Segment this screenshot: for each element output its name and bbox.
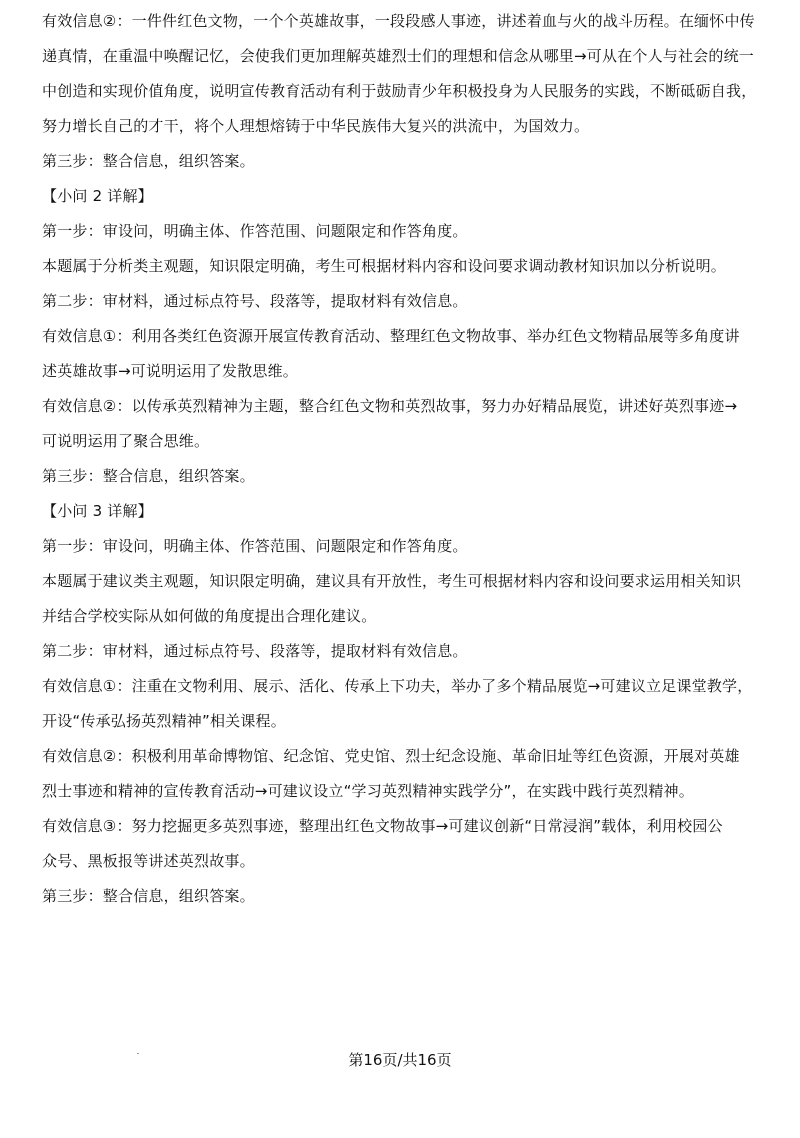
page-number: 第16页/共16页 xyxy=(348,1051,452,1069)
text-line: 有效信息②：一件件红色文物，一个个英雄故事，一段段感人事迹，讲述着血与火的战斗历程。在缅怀中传 xyxy=(42,12,755,30)
text-line: 递真情，在重温中唤醒记忆，会使我们更加理解英雄烈士们的理想和信念从哪里→可从在个人与社会的统一 xyxy=(42,47,754,65)
step-heading: 第一步：审设问，明确主体、作答范围、问题限定和作答角度。 xyxy=(42,222,468,240)
text-line: 有效信息①：注重在文物利用、展示、活化、传承上下功夫，举办了多个精品展览→可建议立足课堂教学， xyxy=(42,677,753,695)
text-line: 开设“传承弘扬英烈精神”相关课程。 xyxy=(42,712,286,730)
text-line: 烈士事迹和精神的宣传教育活动→可建议设立“学习英烈精神实践学分”，在实践中践行英烈精神。 xyxy=(42,782,694,800)
step-heading: 第二步：审材料，通过标点符号、段落等，提取材料有效信息。 xyxy=(42,292,468,310)
text-line: 本题属于建议类主观题，知识限定明确，建议具有开放性，考生可根据材料内容和设问要求运用相关知识 xyxy=(42,572,742,590)
text-line: 有效信息③：努力挖掘更多英烈事迹，整理出红色文物故事→可建议创新“日常浸润”载体，利用校园公 xyxy=(42,817,723,835)
text-line: 有效信息②：以传承英烈精神为主题，整合红色文物和英烈故事，努力办好精品展览，讲述好英烈事迹→ xyxy=(42,397,738,415)
step-heading: 第三步：整合信息，组织答案。 xyxy=(42,887,255,905)
step-heading: 第三步：整合信息，组织答案。 xyxy=(42,467,255,485)
text-line: 有效信息②：积极利用革命博物馆、纪念馆、党史馆、烈士纪念设施、革命旧址等红色资源，开展对英雄 xyxy=(42,747,740,765)
step-heading: 第二步：审材料，通过标点符号、段落等，提取材料有效信息。 xyxy=(42,642,468,660)
step-heading: 第三步：整合信息，组织答案。 xyxy=(42,152,255,170)
text-line: 并结合学校实际从如何做的角度提出合理化建议。 xyxy=(42,607,377,625)
section-heading: 【小问 2 详解】 xyxy=(42,187,153,205)
text-line: 述英雄故事→可说明运用了发散思维。 xyxy=(42,362,298,380)
step-heading: 第一步：审设问，明确主体、作答范围、问题限定和作答角度。 xyxy=(42,537,468,555)
text-line: 有效信息①：利用各类红色资源开展宣传教育活动、整理红色文物故事、举办红色文物精品展等多角度讲 xyxy=(42,327,740,345)
text-line: 可说明运用了聚合思维。 xyxy=(42,432,210,450)
text-line: 众号、黑板报等讲述英烈故事。 xyxy=(42,852,255,870)
text-line: 本题属于分析类主观题，知识限定明确，考生可根据材料内容和设问要求调动教材知识加以分析说明。 xyxy=(42,257,727,275)
text-line: 努力增长自己的才干，将个人理想熔铸于中华民族伟大复兴的洪流中，为国效力。 xyxy=(42,117,590,135)
document-body xyxy=(42,4,782,914)
section-heading: 【小问 3 详解】 xyxy=(42,502,153,520)
text-line: 中创造和实现价值角度，说明宣传教育活动有利于鼓励青少年积极投身为人民服务的实践，不断砥砺自我， xyxy=(42,82,757,100)
